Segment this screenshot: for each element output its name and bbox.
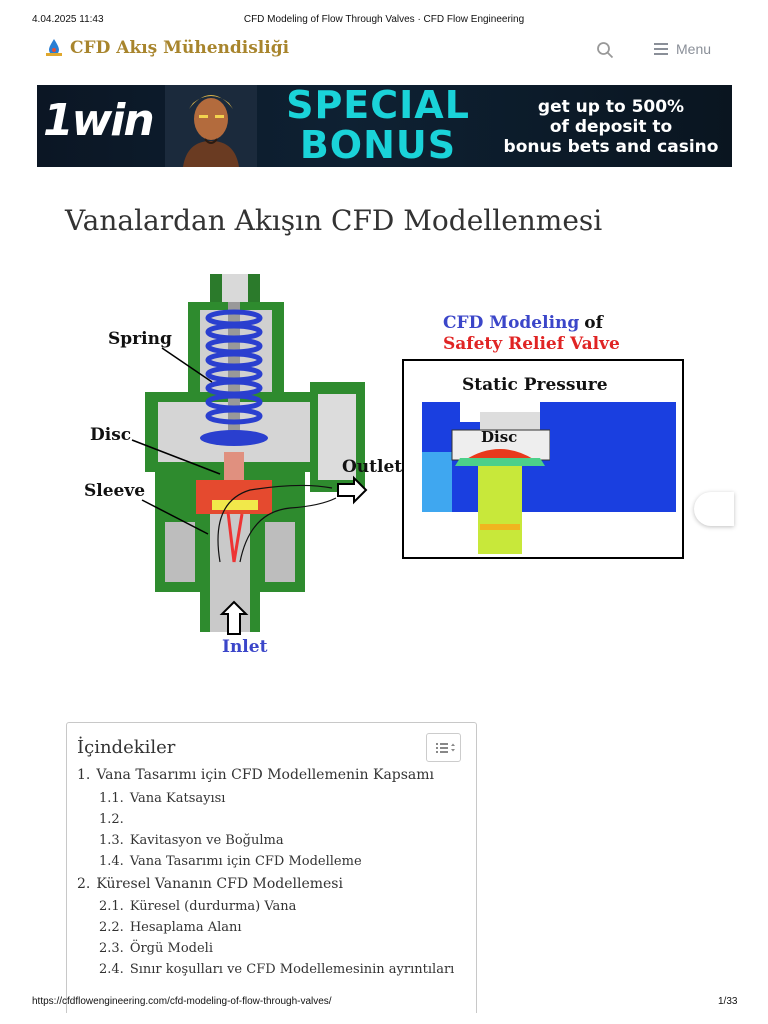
site-name: CFD Akış Mühendisliği	[70, 38, 290, 58]
valve-cross-section	[132, 274, 366, 634]
toc-item[interactable]	[99, 962, 454, 977]
ad-banner[interactable]	[37, 85, 732, 167]
toc-title: İçindekiler	[77, 737, 176, 758]
toc-item[interactable]	[99, 791, 225, 806]
figure-heading-line-1: CFD Modeling of	[443, 313, 603, 333]
ad-headline: SPECIAL BONUS	[286, 83, 470, 167]
ad-brand-logo: 1win	[43, 95, 153, 146]
floating-tab-handle[interactable]	[694, 492, 734, 526]
label-inlet: Inlet	[222, 637, 268, 657]
toc-item-label: Sınır koşulları ve CFD Modellemesinin ayrıntıları	[129, 962, 455, 977]
toc-item-number: 1.3.	[99, 833, 124, 848]
droplet-logo-icon	[44, 38, 64, 58]
toc-item-number: 2.3.	[99, 941, 124, 956]
toc-item[interactable]	[77, 876, 343, 892]
toc-item-number: 1.	[77, 767, 91, 783]
toc-item[interactable]	[77, 767, 434, 783]
print-page-title: CFD Modeling of Flow Through Valves · CFD Flow Engineering	[243, 14, 525, 25]
label-spring: Spring	[108, 329, 172, 349]
label-disc: Disc	[90, 425, 132, 445]
toc-item[interactable]	[99, 899, 296, 914]
print-page-number: 1/33	[718, 996, 738, 1007]
toc-item-label: Hesaplama Alanı	[129, 920, 242, 935]
label-disc-right: Disc	[481, 428, 518, 446]
valve-diagram	[84, 262, 700, 662]
toc-item[interactable]	[99, 941, 213, 956]
print-date: 4.04.2025 11:43	[32, 14, 104, 25]
toc-item-number: 2.2.	[99, 920, 124, 935]
menu-button[interactable]	[654, 41, 711, 57]
toc-item-number: 2.1.	[99, 899, 124, 914]
label-static-pressure: Static Pressure	[462, 375, 608, 395]
label-outlet: Outlet	[342, 457, 403, 477]
toc-item-number: 1.4.	[99, 854, 124, 869]
toc-item-number: 1.1.	[99, 791, 124, 806]
toc-item-number: 2.	[77, 876, 91, 892]
ad-promo-text: get up to 500% of deposit to bonus bets and casino	[503, 97, 719, 157]
toc-item[interactable]	[99, 812, 130, 827]
figure-heading-line-2: Safety Relief Valve	[443, 334, 620, 354]
toc-item-label: Küresel Vananın CFD Modellemesi	[96, 876, 343, 892]
label-sleeve: Sleeve	[84, 481, 146, 501]
toc-item-label: Örgü Modeli	[129, 941, 213, 956]
site-header	[0, 38, 768, 66]
toc-item-number: 2.4.	[99, 962, 124, 977]
toc-item-label: Vana Tasarımı için CFD Modellemenin Kapsamı	[96, 767, 435, 783]
search-icon[interactable]	[596, 41, 614, 59]
toc-toggle-icon[interactable]	[426, 733, 461, 762]
menu-label: Menu	[676, 41, 712, 57]
hamburger-icon	[654, 43, 668, 55]
ad-character-image	[165, 85, 257, 167]
toc-item[interactable]	[99, 920, 242, 935]
toc-item-label: Kavitasyon ve Boğulma	[129, 833, 284, 848]
toc-item-label: Vana Katsayısı	[129, 791, 226, 806]
toc-item[interactable]	[99, 854, 362, 869]
print-url: https://cfdflowengineering.com/cfd-modeling-of-flow-through-valves/	[32, 996, 332, 1007]
article-title: Vanalardan Akışın CFD Modellenmesi	[65, 204, 603, 237]
site-logo[interactable]	[44, 38, 289, 58]
toc-item-label: Küresel (durdurma) Vana	[129, 899, 297, 914]
toc-item-label: Vana Tasarımı için CFD Modelleme	[129, 854, 362, 869]
toc-item-number: 1.2.	[99, 812, 124, 827]
table-of-contents	[66, 722, 477, 1013]
toc-item[interactable]	[99, 833, 284, 848]
